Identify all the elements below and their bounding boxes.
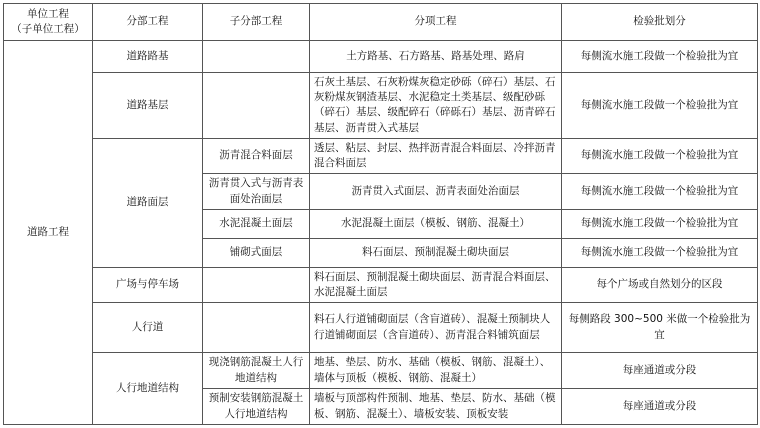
- subdivision-cell: 现浇钢筋混凝土人行地道结构: [203, 353, 310, 389]
- table-row: [4, 353, 758, 389]
- item-cell: 料石面层、预制混凝土砌块面层: [310, 238, 562, 267]
- division-cell: 人行地道结构: [93, 353, 203, 425]
- batch-cell: 每侧流水施工段做一个检验批为宜: [562, 209, 758, 238]
- table-row: [4, 267, 758, 302]
- header-row: [4, 4, 758, 41]
- batch-cell: 每侧流水施工段做一个检验批为宜: [562, 41, 758, 73]
- header-subdivision: 子分部工程: [203, 4, 310, 41]
- division-cell: 人行道: [93, 303, 203, 353]
- header-batch: 检验批划分: [562, 4, 758, 41]
- subdivision-cell: 沥青贯入式与沥青表面处治面层: [203, 174, 310, 209]
- inspection-batch-table: [3, 3, 758, 425]
- header-division: 分部工程: [93, 4, 203, 41]
- item-cell: 土方路基、石方路基、路基处理、路肩: [310, 41, 562, 73]
- subdivision-cell: [203, 41, 310, 73]
- subdivision-cell: 铺砌式面层: [203, 238, 310, 267]
- division-cell: 道路面层: [93, 138, 203, 267]
- batch-cell: 每侧流水施工段做一个检验批为宜: [562, 73, 758, 139]
- item-cell: 沥青贯入式面层、沥青表面处治面层: [310, 174, 562, 209]
- table-row: [4, 73, 758, 139]
- batch-cell: 每侧流水施工段做一个检验批为宜: [562, 238, 758, 267]
- batch-cell: 每座通道或分段: [562, 353, 758, 389]
- batch-cell: 每侧路段 300~500 米做一个检验批为宜: [562, 303, 758, 353]
- header-unit: 单位工程 （子单位工程）: [4, 4, 93, 41]
- subdivision-cell: [203, 73, 310, 139]
- subdivision-cell: 预制安装钢筋混凝土人行地道结构: [203, 389, 310, 425]
- subdivision-cell: 水泥混凝土面层: [203, 209, 310, 238]
- item-cell: 料石面层、预制混凝土砌块面层、沥青混合料面层、水泥混凝土面层: [310, 267, 562, 302]
- division-cell: 道路路基: [93, 41, 203, 73]
- batch-cell: 每侧流水施工段做一个检验批为宜: [562, 138, 758, 173]
- subdivision-cell: 沥青混合料面层: [203, 138, 310, 173]
- division-cell: 道路基层: [93, 73, 203, 139]
- division-cell: 广场与停车场: [93, 267, 203, 302]
- item-cell: 透层、粘层、封层、热拌沥青混合料面层、冷拌沥青混合料面层: [310, 138, 562, 173]
- batch-cell: 每侧流水施工段做一个检验批为宜: [562, 174, 758, 209]
- table-row: [4, 138, 758, 173]
- unit-cell: 道路工程: [4, 41, 93, 425]
- item-cell: 料石人行道铺砌面层（含盲道砖）、混凝土预制块人行道铺砌面层（含盲道砖）、沥青混合料铺筑面层: [310, 303, 562, 353]
- item-cell: 地基、垫层、防水、基础（模板、钢筋、混凝土）、墙体与顶板（模板、钢筋、混凝土）: [310, 353, 562, 389]
- batch-cell: 每个广场或自然划分的区段: [562, 267, 758, 302]
- subdivision-cell: [203, 267, 310, 302]
- header-item: 分项工程: [310, 4, 562, 41]
- item-cell: 墙板与顶部构件预制、地基、垫层、防水、基础（模板、钢筋、混凝土）、墙板安装、顶板安装: [310, 389, 562, 425]
- item-cell: 水泥混凝土面层（模板、钢筋、混凝土）: [310, 209, 562, 238]
- table-row: [4, 41, 758, 73]
- batch-cell: 每座通道或分段: [562, 389, 758, 425]
- item-cell: 石灰土基层、石灰粉煤灰稳定砂砾（碎石）基层、石灰粉煤灰钢渣基层、水泥稳定土类基层、级配砂砾（碎石）基层、级配碎石（碎砾石）基层、沥青碎石基层、沥青贯入式基层: [310, 73, 562, 139]
- table-row: [4, 303, 758, 353]
- subdivision-cell: [203, 303, 310, 353]
